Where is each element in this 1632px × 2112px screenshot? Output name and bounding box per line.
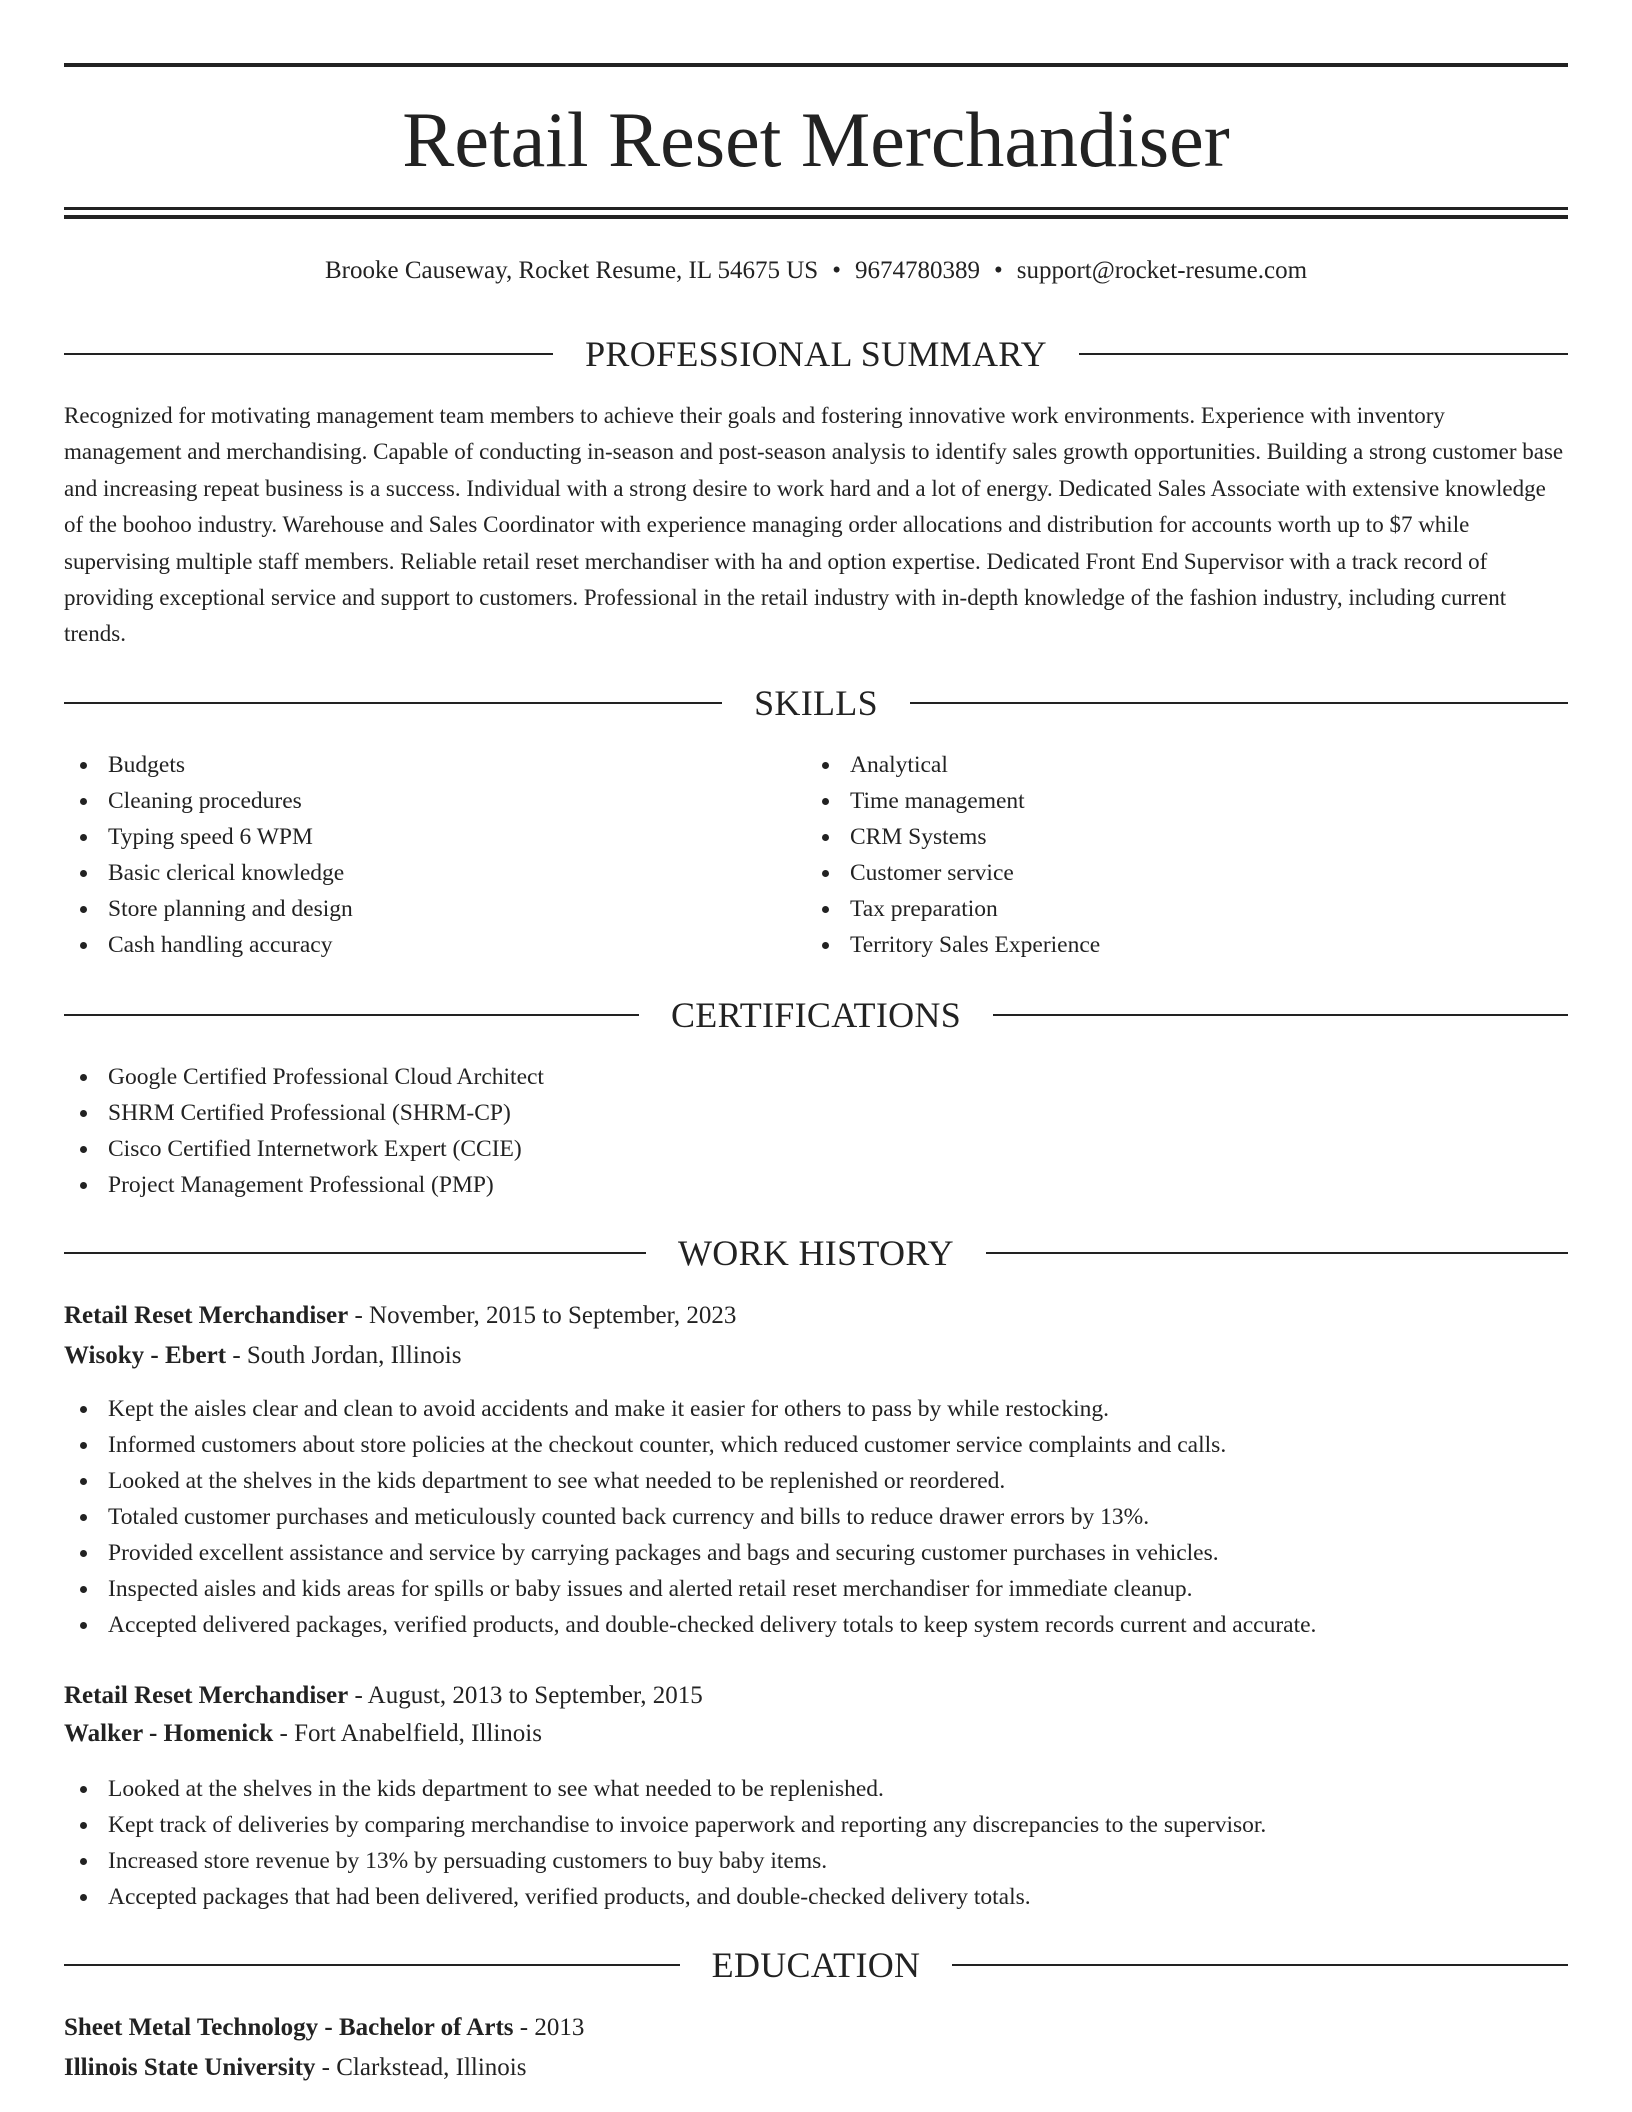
- title-bottom-rule-1: [64, 207, 1568, 210]
- skill-item: Budgets: [64, 747, 804, 783]
- skills-list-right: [806, 747, 1546, 963]
- job-title-line: [64, 1298, 1568, 1334]
- education-year: - 2013: [519, 2014, 585, 2041]
- skill-item: Customer service: [806, 855, 1546, 891]
- skill-item: Tax preparation: [806, 891, 1546, 927]
- certification-item: Project Management Professional (PMP): [64, 1167, 1568, 1203]
- job-title-line: [64, 1678, 1568, 1714]
- job-company-line: [64, 1338, 1568, 1374]
- heading-rule-left: [64, 1014, 639, 1016]
- heading-rule-right: [986, 1252, 1568, 1254]
- job-company: Walker - Homenick: [64, 1720, 274, 1747]
- job-bullet: Accepted packages that had been delivered, verified products, and double-checked delivery totals.: [64, 1879, 1568, 1915]
- education-location: - Clarkstead, Illinois: [321, 2054, 527, 2081]
- job-bullet: Kept track of deliveries by comparing merchandise to invoice paperwork and reporting any discrepancies to the supervisor.: [64, 1807, 1568, 1843]
- job-bullet: Provided excellent assistance and service by carrying packages and bags and securing customer purchases in vehicles.: [64, 1535, 1568, 1571]
- heading-rule-right: [993, 1014, 1568, 1016]
- heading-rule-left: [64, 353, 553, 355]
- job-dates: - November, 2015 to September, 2023: [354, 1302, 737, 1329]
- job-title: Retail Reset Merchandiser: [64, 1302, 349, 1329]
- education-school: Illinois State University: [64, 2054, 316, 2081]
- work-history-heading-label: WORK HISTORY: [678, 1233, 954, 1273]
- job-bullet: Looked at the shelves in the kids department to see what needed to be replenished.: [64, 1771, 1568, 1807]
- heading-rule-right: [1079, 353, 1568, 355]
- contact-address: Brooke Causeway, Rocket Resume, IL 54675 US: [324, 257, 819, 284]
- heading-rule-left: [64, 1964, 680, 1966]
- education-degree-line: [64, 2010, 1568, 2046]
- certifications-heading-label: CERTIFICATIONS: [670, 995, 962, 1035]
- job-bullet-list: [64, 1771, 1568, 1915]
- title-top-rule: [64, 63, 1568, 67]
- skill-item: Cash handling accuracy: [64, 927, 804, 963]
- contact-line: [64, 253, 1568, 289]
- skill-item: CRM Systems: [806, 819, 1546, 855]
- skill-item: Analytical: [806, 747, 1546, 783]
- heading-rule-left: [64, 1252, 646, 1254]
- certification-item: Google Certified Professional Cloud Architect: [64, 1059, 1568, 1095]
- education-degree: Sheet Metal Technology - Bachelor of Arts: [64, 2014, 514, 2041]
- heading-rule-left: [64, 702, 722, 704]
- certifications-heading: [64, 993, 1568, 1037]
- contact-phone: 9674780389: [854, 257, 980, 284]
- resume-title: Retail Reset Merchandiser: [402, 96, 1230, 183]
- skills-heading: [64, 681, 1568, 725]
- heading-rule-right: [910, 702, 1568, 704]
- skills-heading-label: SKILLS: [754, 683, 878, 723]
- summary-text: Recognized for motivating management team members to achieve their goals and fostering innovative work environments. Experience with inventory management and merchandising. Capable of conducting in-season and post-season analysis to identify sales growth opportunities. Building a strong customer base and increasing repeat business is a success. Individual with a strong desire to work hard and a lot of energy. Dedicated Sales Associate with extensive knowledge of the boohoo industry. Warehouse and Sales Coordinator with experience managing order allocations and distribution for accounts worth up to $7 while supervising multiple staff members. Reliable retail reset merchandiser with ha and option expertise. Dedicated Front End Supervisor with a track record of providing exceptional service and support to customers. Professional in the retail industry with in-depth knowledge of the fashion industry, including current trends.: [64, 403, 1564, 647]
- job-location: - Fort Anabelfield, Illinois: [279, 1720, 542, 1747]
- contact-separator: •: [832, 257, 841, 284]
- job-bullet: Inspected aisles and kids areas for spills or baby issues and alerted retail reset merchandiser for immediate cleanup.: [64, 1571, 1568, 1607]
- skill-item: Territory Sales Experience: [806, 927, 1546, 963]
- title-bottom-rule-2: [64, 215, 1568, 219]
- certification-item: SHRM Certified Professional (SHRM-CP): [64, 1095, 1568, 1131]
- job-location: - South Jordan, Illinois: [232, 1342, 462, 1369]
- education-heading: [64, 1943, 1568, 1987]
- skill-item: Typing speed 6 WPM: [64, 819, 804, 855]
- contact-separator: •: [993, 257, 1003, 284]
- job-company: Wisoky - Ebert: [64, 1342, 227, 1369]
- skill-item: Cleaning procedures: [64, 783, 804, 819]
- education-school-line: [64, 2050, 1568, 2086]
- job-bullet: Kept the aisles clear and clean to avoid accidents and make it easier for others to pass by while restocking.: [64, 1391, 1568, 1427]
- skill-item: Basic clerical knowledge: [64, 855, 804, 891]
- skill-item: Time management: [806, 783, 1546, 819]
- education-heading-label: EDUCATION: [711, 1945, 921, 1985]
- job-bullet: Totaled customer purchases and meticulously counted back currency and bills to reduce drawer errors by 13%.: [64, 1499, 1568, 1535]
- job-bullet: Increased store revenue by 13% by persuading customers to buy baby items.: [64, 1843, 1568, 1879]
- job-bullet: Accepted delivered packages, verified products, and double-checked delivery totals to keep system records current and accurate.: [64, 1607, 1568, 1643]
- job-bullet: Informed customers about store policies at the checkout counter, which reduced customer service complaints and calls.: [64, 1427, 1568, 1463]
- job-dates: - August, 2013 to September, 2015: [354, 1682, 703, 1709]
- contact-email: support@rocket-resume.com: [1016, 257, 1308, 284]
- job-company-line: [64, 1716, 1568, 1752]
- certification-item: Cisco Certified Internetwork Expert (CCIE): [64, 1131, 1568, 1167]
- work-history-heading: [64, 1231, 1568, 1275]
- job-bullet-list: [64, 1391, 1568, 1643]
- job-bullet: Looked at the shelves in the kids department to see what needed to be replenished or reordered.: [64, 1463, 1568, 1499]
- summary-heading: [64, 332, 1568, 376]
- job-title: Retail Reset Merchandiser: [64, 1682, 349, 1709]
- summary-heading-label: PROFESSIONAL SUMMARY: [585, 334, 1047, 374]
- certifications-list: [64, 1059, 1568, 1203]
- skills-list-left: [64, 747, 804, 963]
- heading-rule-right: [952, 1964, 1568, 1966]
- skill-item: Store planning and design: [64, 891, 804, 927]
